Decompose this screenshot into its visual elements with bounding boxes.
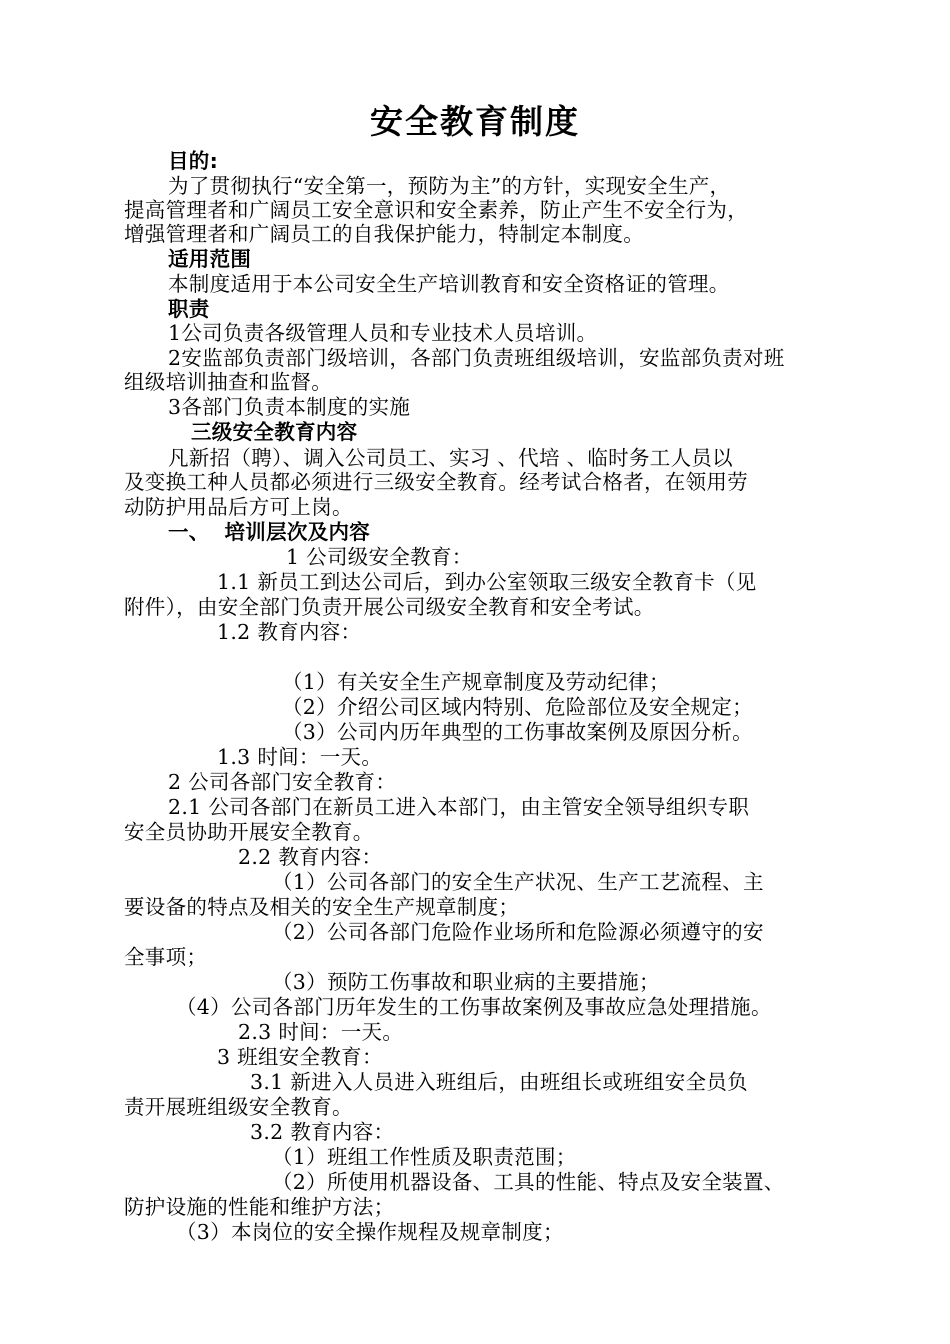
paragraph-line: 2.1 公司各部门在新员工进入本部门，由主管安全领导组织专职 [168, 795, 750, 819]
paragraph-line: 2安监部负责部门级培训，各部门负责班组级培训，安监部负责对班 [168, 346, 785, 370]
paragraph-line: 责开展班组级安全教育。 [124, 1095, 353, 1119]
paragraph-line: 及变换工种人员都必须进行三级安全教育。经考试合格者，在领用劳 [124, 470, 748, 494]
section-heading: 1 公司级安全教育： [286, 545, 473, 569]
paragraph-line: 2.3 时间：一天。 [238, 1020, 404, 1044]
list-item: （1）公司各部门的安全生产状况、生产工艺流程、主 [272, 870, 764, 894]
list-item: （3）预防工伤事故和职业病的主要措施； [272, 970, 660, 994]
paragraph-line: 3.2 教育内容： [250, 1120, 395, 1144]
list-item: （1）有关安全生产规章制度及劳动纪律； [282, 670, 670, 694]
document-title: 安全教育制度 [370, 102, 580, 141]
list-item: （2）公司各部门危险作业场所和危险源必须遵守的安 [272, 920, 764, 944]
heading-three-level-education: 三级安全教育内容 [191, 420, 358, 444]
paragraph-line: 凡新招（聘）、调入公司员工、实习 、代培 、临时务工人员以 [168, 446, 733, 470]
paragraph-line: 3各部门负责本制度的实施 [168, 395, 411, 419]
heading-purpose: 目的: [168, 149, 219, 173]
paragraph-line: 1.1 新员工到达公司后，到办公室领取三级安全教育卡（见 [217, 570, 757, 594]
list-item: （4）公司各部门历年发生的工伤事故案例及事故应急处理措施。 [176, 995, 772, 1019]
paragraph-line: 提高管理者和广阔员工安全意识和安全素养，防止产生不安全行为， [124, 198, 748, 222]
heading-training-levels: 一、 培训层次及内容 [168, 520, 371, 544]
paragraph-line: 全事项； [124, 945, 208, 969]
paragraph-line: 安全员协助开展安全教育。 [124, 820, 374, 844]
paragraph-line: 防护设施的性能和维护方法； [124, 1195, 395, 1219]
paragraph-line: 为了贯彻执行“安全第一，预防为主”的方针，实现安全生产， [168, 174, 731, 198]
paragraph-line: 3.1 新进入人员进入班组后，由班组长或班组安全员负 [250, 1070, 748, 1094]
list-item: （3）本岗位的安全操作规程及规章制度； [176, 1220, 564, 1244]
paragraph-line: 1.3 时间：一天。 [217, 745, 383, 769]
paragraph-line: 附件），由安全部门负责开展公司级安全教育和安全考试。 [124, 595, 655, 619]
paragraph-line: 要设备的特点及相关的安全生产规章制度； [124, 895, 520, 919]
list-item: （1）班组工作性质及职责范围； [272, 1145, 577, 1169]
paragraph-line: 组级培训抽查和监督。 [124, 370, 332, 394]
paragraph-line: 2.2 教育内容： [238, 845, 383, 869]
paragraph-line: 动防护用品后方可上岗。 [124, 495, 353, 519]
heading-scope: 适用范围 [168, 247, 252, 271]
section-heading: 3 班组安全教育： [217, 1045, 383, 1069]
list-item: （2）介绍公司区域内特别、危险部位及安全规定； [282, 695, 753, 719]
list-item: （2）所使用机器设备、工具的性能、特点及安全装置、 [272, 1170, 785, 1194]
list-item: （3）公司内历年典型的工伤事故案例及原因分析。 [282, 720, 753, 744]
paragraph-line: 本制度适用于本公司安全生产培训教育和安全资格证的管理。 [168, 272, 730, 296]
paragraph-line: 增强管理者和广阔员工的自我保护能力，特制定本制度。 [124, 222, 644, 246]
section-heading: 2 公司各部门安全教育： [168, 770, 397, 794]
paragraph-line: 1公司负责各级管理人员和专业技术人员培训。 [168, 321, 598, 345]
paragraph-line: 1.2 教育内容： [217, 620, 362, 644]
heading-responsibility: 职责 [168, 297, 210, 321]
